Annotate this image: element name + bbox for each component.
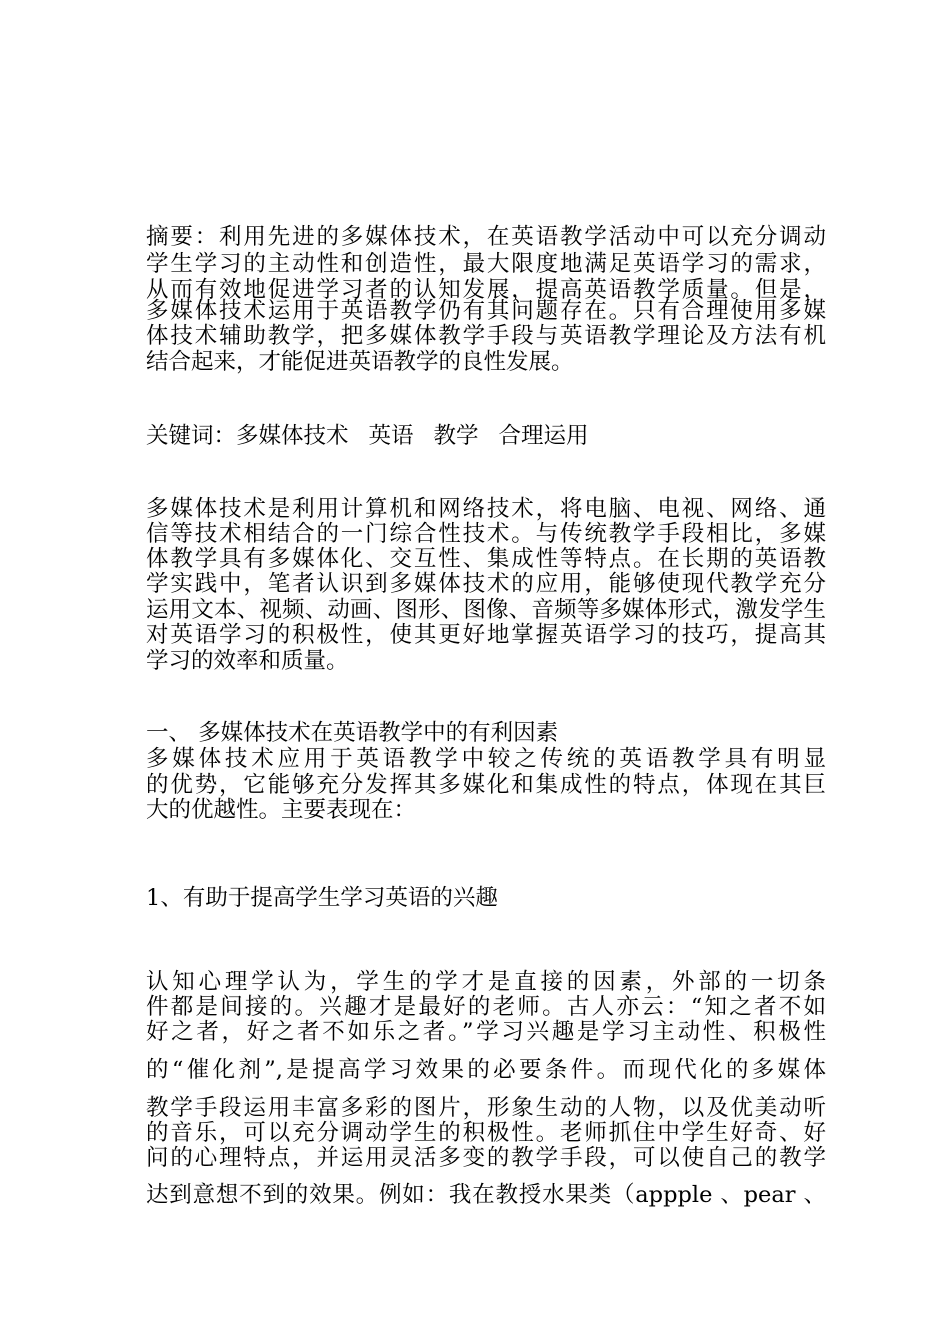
- subsection1-line: 达到意想不到的效果。例如：我在教授水果类（appple 、pear 、: [146, 1182, 826, 1208]
- abstract-line: 结合起来，才能促进英语教学的良性发展。: [146, 349, 574, 375]
- intro-line: 体教学具有多媒体化、交互性、集成性等特点。在长期的英语教: [146, 546, 826, 572]
- subsection1-line: 问的心理特点，并运用灵活多变的教学手段，可以使自己的教学: [146, 1145, 826, 1171]
- section-heading: 一、 多媒体技术在英语教学中的有利因素: [146, 720, 559, 746]
- intro-line: 多媒体技术是利用计算机和网络技术，将电脑、电视、网络、通: [146, 496, 826, 522]
- subsection-heading: 1、有助于提高学生学习英语的兴趣: [146, 885, 498, 911]
- abstract-line: 多媒体技术运用于英语教学仍有其问题存在。只有合理使用多媒: [146, 298, 826, 324]
- intro-line: 学习的效率和质量。: [146, 648, 349, 674]
- section1-line: 的优势，它能够充分发挥其多媒化和集成性的特点，体现在其巨: [146, 772, 826, 798]
- intro-line: 对英语学习的积极性，使其更好地掌握英语学习的技巧，提高其: [146, 622, 826, 648]
- keywords-label: 关键词：多媒体技术: [146, 423, 349, 449]
- keyword: 英语: [368, 423, 414, 449]
- subsection1-line: 好之者，好之者不如乐之者。”学习兴趣是学习主动性、积极性: [146, 1019, 826, 1045]
- keyword: 教学: [433, 423, 479, 449]
- subsection1-line: 认知心理学认为，学生的学才是直接的因素，外部的一切条: [146, 969, 826, 995]
- keywords-line: [146, 422, 826, 450]
- section1-line: 多媒体技术应用于英语教学中较之传统的英语教学具有明显: [146, 746, 826, 772]
- intro-line: 运用文本、视频、动画、图形、图像、音频等多媒体形式，激发学生: [146, 597, 826, 623]
- abstract-line: 体技术辅助教学，把多媒体教学手段与英语教学理论及方法有机: [146, 323, 826, 349]
- subsection1-line: 教学手段运用丰富多彩的图片，形象生动的人物，以及优美动听: [146, 1095, 826, 1121]
- section1-line: 大的优越性。主要表现在：: [146, 797, 417, 823]
- keyword: 合理运用: [498, 423, 589, 449]
- intro-line: 学实践中，笔者认识到多媒体技术的应用，能够使现代教学充分: [146, 571, 826, 597]
- subsection1-line: 的音乐，可以充分调动学生的积极性。老师抓住中学生好奇、好: [146, 1120, 826, 1146]
- abstract-line: 摘要：利用先进的多媒体技术，在英语教学活动中可以充分调动: [146, 224, 826, 250]
- abstract-line: 学生学习的主动性和创造性，最大限度地满足英语学习的需求，: [146, 251, 826, 277]
- subsection1-line: 件都是间接的。兴趣才是最好的老师。古人亦云：“知之者不如: [146, 994, 826, 1020]
- intro-line: 信等技术相结合的一门综合性技术。与传统教学手段相比，多媒: [146, 521, 826, 547]
- subsection1-line: 的“催化剂”,是提高学习效果的必要条件。而现代化的多媒体: [146, 1057, 826, 1083]
- abstract-line: 从而有效地促进学习者的认知发展，提高英语教学质量。但是，: [146, 277, 826, 303]
